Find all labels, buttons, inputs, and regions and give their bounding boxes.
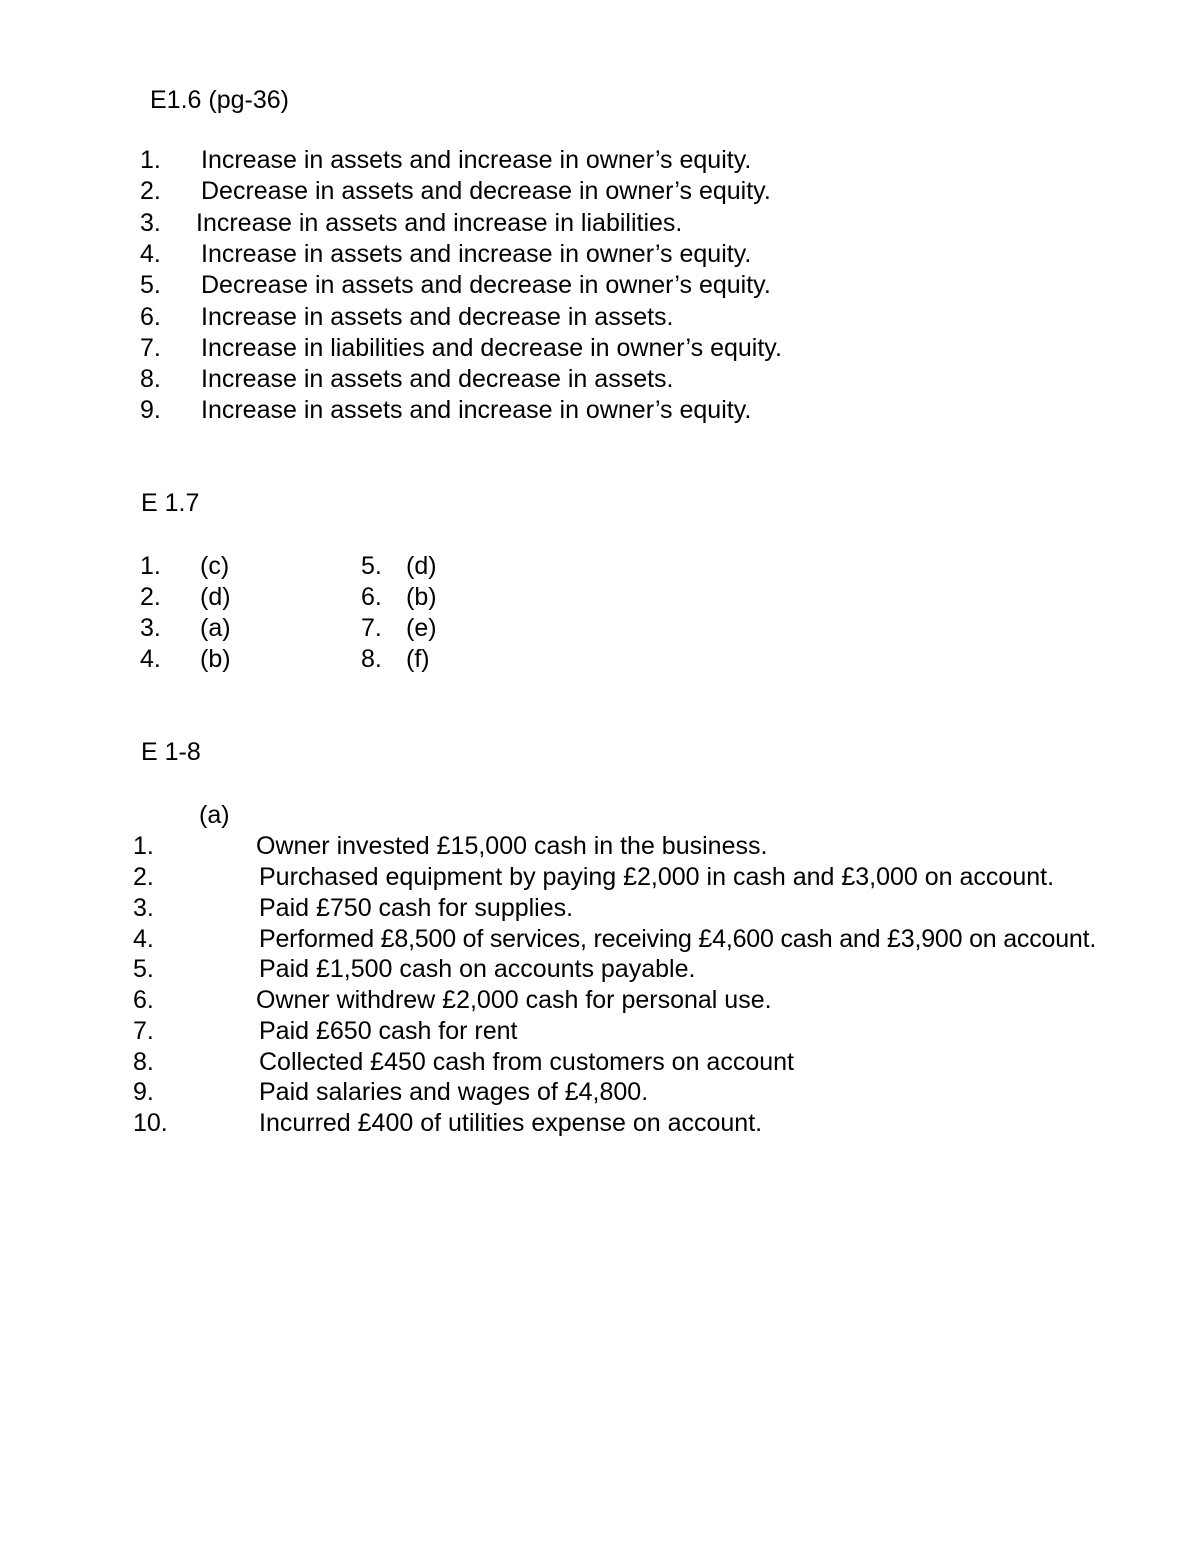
answer-value: (a) xyxy=(200,614,231,642)
item-number: 6. xyxy=(140,303,161,331)
item-text: Paid £650 cash for rent xyxy=(259,1017,518,1045)
answer-row xyxy=(0,647,1200,678)
item-number: 8. xyxy=(133,1048,154,1076)
list-item xyxy=(0,865,1200,896)
list-item xyxy=(0,927,1200,958)
item-number: 1. xyxy=(133,832,154,860)
item-text: Incurred £400 of utilities expense on account. xyxy=(259,1109,763,1137)
answer-number: 1. xyxy=(140,552,161,580)
item-number: 4. xyxy=(133,925,154,953)
list-item xyxy=(0,1111,1200,1142)
item-text: Owner withdrew £2,000 cash for personal use. xyxy=(256,986,772,1014)
list-item xyxy=(0,367,1200,398)
answer-number: 7. xyxy=(361,614,382,642)
item-text: Collected £450 cash from customers on account xyxy=(259,1048,794,1076)
item-number: 1. xyxy=(140,146,161,174)
list-item xyxy=(0,1050,1200,1081)
item-text: Increase in assets and increase in liabilities. xyxy=(196,209,683,237)
answer-value: (d) xyxy=(200,583,231,611)
item-number: 2. xyxy=(140,177,161,205)
item-text: Performed £8,500 of services, receiving £4,600 cash and £3,900 on account. xyxy=(259,925,1097,953)
item-number: 2. xyxy=(133,863,154,891)
e18-heading: E 1-8 xyxy=(141,738,201,766)
answer-number: 5. xyxy=(361,552,382,580)
item-number: 8. xyxy=(140,365,161,393)
list-item xyxy=(0,834,1200,865)
item-text: Increase in assets and increase in owner’s equity. xyxy=(201,396,752,424)
answer-row xyxy=(0,585,1200,616)
list-item xyxy=(0,896,1200,927)
item-text: Increase in assets and increase in owner’s equity. xyxy=(201,146,752,174)
e18-part-label: (a) xyxy=(199,801,230,829)
answer-number: 8. xyxy=(361,645,382,673)
answer-value: (b) xyxy=(406,583,437,611)
item-number: 5. xyxy=(140,271,161,299)
item-text: Owner invested £15,000 cash in the business. xyxy=(256,832,768,860)
item-number: 6. xyxy=(133,986,154,1014)
list-item xyxy=(0,211,1200,242)
item-number: 5. xyxy=(133,955,154,983)
item-number: 10. xyxy=(133,1109,168,1137)
list-item xyxy=(0,988,1200,1019)
answer-value: (b) xyxy=(200,645,231,673)
item-number: 3. xyxy=(140,209,161,237)
item-text: Paid £1,500 cash on accounts payable. xyxy=(259,955,696,983)
answer-row xyxy=(0,554,1200,585)
list-item xyxy=(0,957,1200,988)
list-item xyxy=(0,179,1200,210)
list-item xyxy=(0,1080,1200,1111)
answer-value: (d) xyxy=(406,552,437,580)
item-text: Increase in assets and increase in owner’s equity. xyxy=(201,240,752,268)
item-text: Increase in assets and decrease in assets. xyxy=(201,365,674,393)
item-number: 9. xyxy=(133,1078,154,1106)
item-text: Paid salaries and wages of £4,800. xyxy=(259,1078,649,1106)
item-number: 4. xyxy=(140,240,161,268)
item-text: Increase in assets and decrease in assets. xyxy=(201,303,674,331)
answer-row xyxy=(0,616,1200,647)
answer-value: (c) xyxy=(200,552,230,580)
item-text: Paid £750 cash for supplies. xyxy=(259,894,574,922)
item-number: 3. xyxy=(133,894,154,922)
item-text: Increase in liabilities and decrease in owner’s equity. xyxy=(201,334,782,362)
e17-heading: E 1.7 xyxy=(141,489,200,517)
list-item xyxy=(0,305,1200,336)
item-number: 7. xyxy=(140,334,161,362)
item-text: Purchased equipment by paying £2,000 in cash and £3,000 on account. xyxy=(259,863,1055,891)
item-number: 7. xyxy=(133,1017,154,1045)
answer-value: (f) xyxy=(406,645,430,673)
list-item xyxy=(0,1019,1200,1050)
list-item xyxy=(0,242,1200,273)
list-item xyxy=(0,336,1200,367)
answer-number: 4. xyxy=(140,645,161,673)
item-text: Decrease in assets and decrease in owner’s equity. xyxy=(201,177,771,205)
list-item xyxy=(0,273,1200,304)
answer-value: (e) xyxy=(406,614,437,642)
item-number: 9. xyxy=(140,396,161,424)
answer-number: 6. xyxy=(361,583,382,611)
answer-number: 3. xyxy=(140,614,161,642)
e16-heading: E1.6 (pg-36) xyxy=(150,86,289,114)
list-item xyxy=(0,398,1200,429)
answer-number: 2. xyxy=(140,583,161,611)
list-item xyxy=(0,148,1200,179)
item-text: Decrease in assets and decrease in owner’s equity. xyxy=(201,271,771,299)
